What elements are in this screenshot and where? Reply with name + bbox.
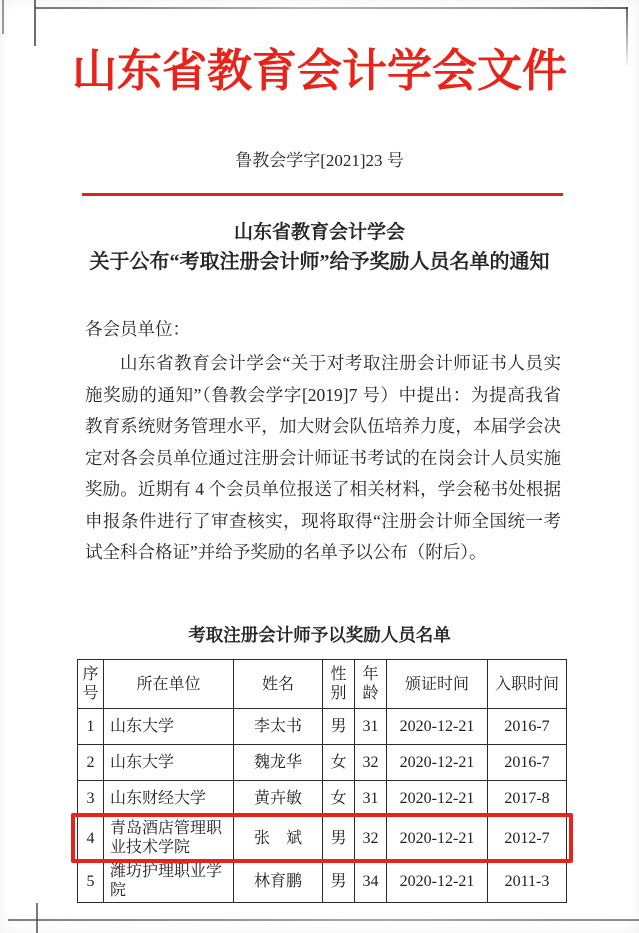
- table-cell: 山东大学: [104, 709, 234, 745]
- table-cell: 青岛酒店管理职业技术学院: [104, 817, 234, 860]
- scan-frame-top-line: [35, 7, 628, 9]
- column-header: 入职时间: [488, 660, 567, 709]
- table-cell: 1: [78, 709, 104, 745]
- table-cell: 黄卉敏: [234, 781, 323, 817]
- table-cell: 潍坊护理职业学院: [104, 860, 234, 903]
- table-cell: 张 斌: [234, 817, 323, 860]
- table-cell: 5: [78, 860, 104, 903]
- column-header: 性别: [323, 660, 355, 709]
- document-masthead: 山东省教育会计学会文件: [71, 46, 567, 96]
- salutation: 各会员单位：: [85, 319, 190, 339]
- table-cell: 2: [78, 745, 104, 781]
- notice-subject: 关于公布“考取注册会计师”给予奖励人员名单的通知: [89, 251, 550, 273]
- table-cell: 2016-7: [488, 709, 567, 745]
- table-cell: 2011-3: [488, 860, 567, 903]
- column-header: 颁证时间: [387, 660, 488, 709]
- award-table-title: 考取注册会计师予以奖励人员名单: [188, 625, 451, 645]
- issuing-organization: 山东省教育会计学会: [233, 222, 405, 243]
- table-cell: 32: [355, 817, 387, 860]
- column-header: 序号: [78, 660, 104, 709]
- table-cell: 女: [323, 781, 355, 817]
- table-cell: 男: [323, 709, 355, 745]
- table-cell: 31: [355, 781, 387, 817]
- table-cell: 女: [323, 745, 355, 781]
- table-cell: 林育鹏: [234, 860, 323, 903]
- table-cell: 山东财经大学: [104, 781, 234, 817]
- table-cell: 2020-12-21: [387, 860, 488, 903]
- table-cell: 4: [78, 817, 104, 860]
- table-cell: 2012-7: [488, 817, 567, 860]
- table-cell: 32: [355, 745, 387, 781]
- table-cell: 2020-12-21: [387, 817, 488, 860]
- scan-frame-bottomleft-tick: [36, 903, 38, 933]
- scan-edge-artifact: [2, 0, 4, 34]
- table-row: [78, 745, 567, 781]
- table-row: [78, 709, 567, 745]
- award-table: [77, 659, 567, 903]
- table-header-row: [78, 660, 567, 709]
- table-row: [78, 860, 567, 903]
- column-header: 所在单位: [104, 660, 234, 709]
- award-table-wrapper: [77, 659, 566, 903]
- table-cell: 2020-12-21: [387, 745, 488, 781]
- scan-frame-bottom-line: [8, 919, 639, 921]
- red-divider-rule: [82, 193, 563, 196]
- table-cell: 魏龙华: [234, 745, 323, 781]
- table-row: [78, 817, 567, 860]
- body-paragraph: 山东省教育会计学会“关于对考取注册会计师证书人员实施奖励的通知”（鲁教会学字[2019]7 号）中提出：为提高我省教育系统财务管理水平，加大财会队伍培养力度，本届学会决定对各会员单位通过注册会计师证书考试的在岗会计人员实施奖励。近期有 4 个会员单位报送了相关材料，学会秘书处根据申报条件进行了审查核实，现将取得“注册会计师全国统一考试全科合格证”并给予奖励的名单予以公布（附后）。: [85, 353, 561, 562]
- table-row: [78, 781, 567, 817]
- document-number: 鲁教会学字[2021]23 号: [235, 151, 404, 170]
- table-cell: 3: [78, 781, 104, 817]
- column-header: 姓名: [234, 660, 323, 709]
- table-cell: 2017-8: [488, 781, 567, 817]
- table-cell: 李太书: [234, 709, 323, 745]
- table-cell: 34: [355, 860, 387, 903]
- table-cell: 山东大学: [104, 745, 234, 781]
- column-header: 年龄: [355, 660, 387, 709]
- table-cell: 31: [355, 709, 387, 745]
- table-cell: 2020-12-21: [387, 781, 488, 817]
- table-cell: 男: [323, 860, 355, 903]
- table-cell: 2016-7: [488, 745, 567, 781]
- table-cell: 男: [323, 817, 355, 860]
- table-cell: 2020-12-21: [387, 709, 488, 745]
